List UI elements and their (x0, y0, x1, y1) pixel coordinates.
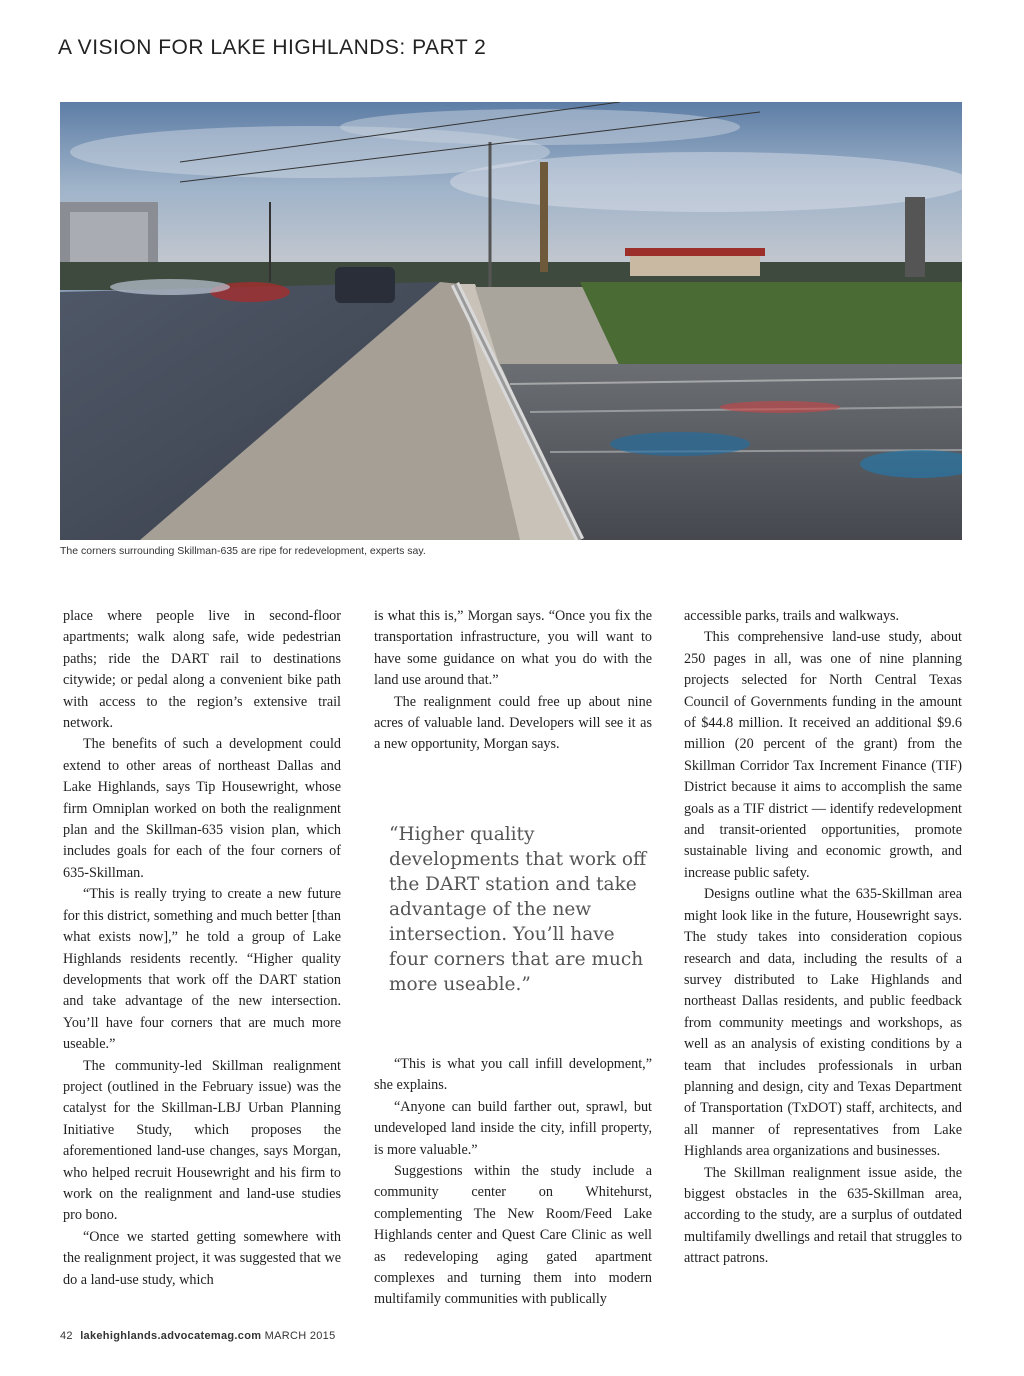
paragraph: “Once we started getting somewhere with the realignment project, it was suggested that we do a land-use study, which (63, 1228, 341, 1288)
paragraph: The benefits of such a development could extend to other areas of northeast Dallas and Lake Highlands, says Tip Housewright, whose firm Omniplan worked on both the realignment plan and the Skillman-635 vision plan, which includes goals for each of the four corners of 635-Skillman. (63, 736, 341, 881)
article-column-2 (374, 606, 652, 756)
page-number: 42 (60, 1330, 73, 1342)
article-column-3 (684, 606, 962, 1270)
highway-photo-illustration (60, 102, 962, 540)
paragraph: This comprehensive land-use study, about 250 pages in all, was one of nine planning projects selected for North Central Texas Council of Governments funding in the amount of $44.8 million. It received an additional $9.6 million (20 percent of the grant) from the Skillman Corridor Tax Increment Finance (TIF) District because it aims to accomplish the same goals as a TIF district — identify redevelopment and transit-oriented opportunities, promote sustainable living and economic growth, and increase public safety. (684, 629, 962, 881)
paragraph: Designs outline what the 635-Skillman area might look like in the future, Housewright says. The study takes into consideration copious research and data, including the results of a survey distributed to Lake Highlands and northeast Dallas residents, and public feedback from community meetings and workshops, as well as an analysis of existing conditions by a team that includes professionals in urban planning and design, city and Texas Department of Transportation (TxDOT) staff, architects, and all manner of representatives from Lake Highlands area organizations and businesses. (684, 886, 962, 1160)
paragraph: is what this is,” Morgan says. “Once you fix the transportation infrastructure, you will want to have some guidance on what you do with the land use around that.” (374, 608, 652, 689)
article-column-1 (63, 606, 341, 1291)
paragraph: accessible parks, trails and walkways. (684, 608, 900, 624)
paragraph: “Anyone can build farther out, sprawl, but undeveloped land inside the city, infill property, is more valuable.” (374, 1098, 652, 1158)
paragraph: place where people live in second-floor apartments; walk along safe, wide pedestrian paths; ride the DART rail to destinations citywide; or pedal along a convenient bike path with access to the region’s extensive trail network. (63, 608, 341, 732)
page-footer (60, 1330, 336, 1342)
highway-photo (60, 102, 962, 540)
paragraph: The Skillman realignment issue aside, the biggest obstacles in the 635-Skillman area, according to the study, are a surplus of outdated multifamily dwellings and retail that struggles to attract patrons. (684, 1164, 962, 1267)
paragraph: “This is really trying to create a new future for this district, something and much better [than what exists now],” he told a group of Lake Highlands residents recently. “Higher quality developments that work off the DART station and take advantage of the new intersection. You’ll have four corners that are much more useable.” (63, 886, 341, 1053)
paragraph: The realignment could free up about nine acres of valuable land. Developers will see it as a new opportunity, Morgan says. (374, 693, 652, 753)
paragraph: “This is what you call infill development,” she explains. (374, 1056, 652, 1094)
website-link[interactable]: lakehighlands.advocatemag.com (80, 1330, 262, 1342)
page-title: A VISION FOR LAKE HIGHLANDS: PART 2 (58, 36, 487, 59)
paragraph: The community-led Skillman realignment project (outlined in the February issue) was the catalyst for the Skillman-LBJ Urban Planning Initiative Study, which proposes the aforementioned land-use changes, says Morgan, who helped recruit Housewright and his firm to work on the realignment and land-use studies pro bono. (63, 1057, 341, 1224)
issue-date: MARCH 2015 (264, 1330, 336, 1342)
pull-quote: “Higher quality developments that work off the DART station and take advantage of the new intersection. You’ll have four corners that are much more useable.” (389, 824, 647, 995)
photo-caption: The corners surrounding Skillman-635 are ripe for redevelopment, experts say. (60, 545, 426, 557)
article-column-2-continued (374, 1054, 652, 1311)
paragraph: Suggestions within the study include a community center on Whitehurst, complementing The New Room/Feed Lake Highlands center and Quest Care Clinic as well as redeveloping aging gated apartment complexes and turning them into modern multifamily communities with publically (374, 1163, 652, 1308)
